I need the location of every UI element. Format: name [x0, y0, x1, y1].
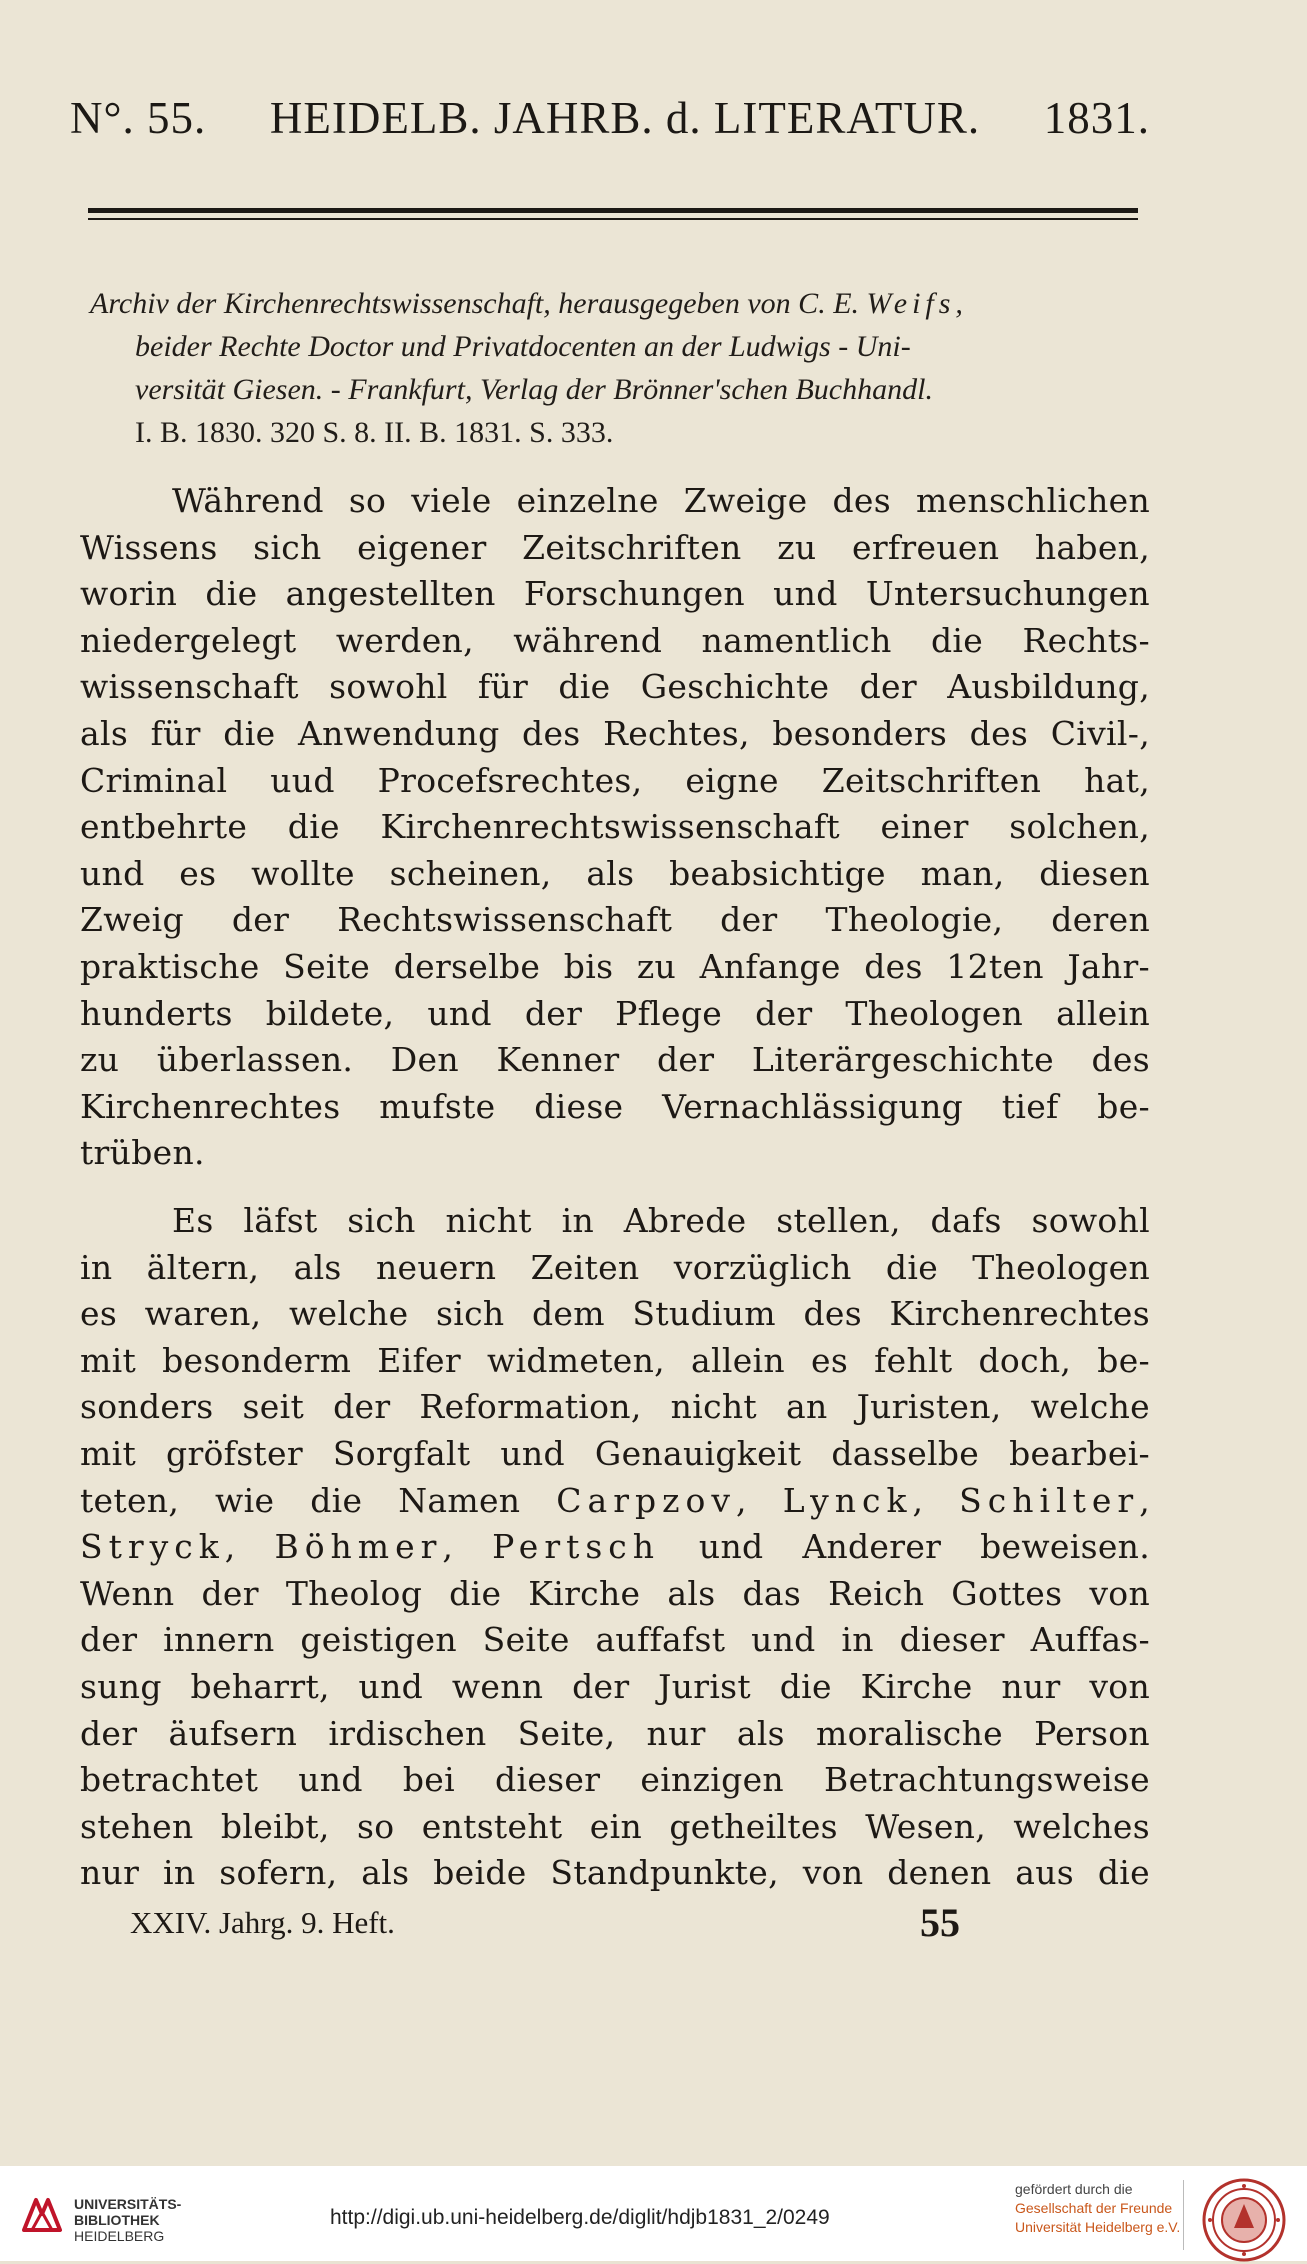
bar-divider [1183, 2180, 1184, 2250]
text-run: , [224, 1527, 275, 1567]
text-line: betrachtet und bei dieser einzigen Betrachtungsweise [80, 1760, 1150, 1800]
text-line: mit gröfster Sorgfalt und Genauigkeit dasselbe bearbei- [80, 1433, 1150, 1473]
text-line: niedergelegt werden, während namentlich die Rechts- [80, 620, 1150, 660]
ub-heidelberg-logo-icon[interactable] [18, 2190, 66, 2238]
text-run: , [736, 1480, 783, 1520]
library-name [74, 2196, 181, 2244]
citation-text: , [955, 287, 963, 320]
person-name: Böhmer [274, 1527, 443, 1567]
text-line: es waren, welche sich dem Studium des Kirchenrechtes [80, 1294, 1150, 1334]
text-line: mit besonderm Eifer widmeten, allein es fehlt doch, be- [80, 1340, 1150, 1380]
library-name-line: HEIDELBERG [74, 2228, 165, 2244]
text-run: , [912, 1480, 960, 1520]
permalink-url[interactable]: http://digi.ub.uni-heidelberg.de/diglit/hdjb1831_2/0249 [330, 2206, 830, 2229]
text-line: praktische Seite derselbe bis zu Anfange des 12ten Jahr- [80, 946, 1150, 986]
digitization-bar [0, 2166, 1307, 2261]
library-name-line: BIBLIOTHEK [74, 2212, 160, 2228]
text-line: zu überlassen. Den Kenner der Literärgeschichte des [80, 1040, 1150, 1080]
text-line: sung beharrt, und wenn der Jurist die Kirche nur von [80, 1666, 1150, 1706]
person-name: Lynck [782, 1480, 913, 1520]
sponsor-credit [1015, 2180, 1180, 2237]
text-line: Es läfst sich nicht in Abrede stellen, dafs sowohl [172, 1201, 1150, 1240]
citation-line: beider Rechte Doctor und Privatdocenten an der Ludwigs - Uni- [135, 330, 911, 363]
person-name: Pertsch [492, 1527, 661, 1567]
person-name: Schilter [959, 1480, 1140, 1520]
text-line: stehen bleibt, so entsteht ein getheiltes Wesen, welches [80, 1806, 1150, 1846]
citation-text: Archiv der Kirchenrechtswissenschaft, herausgegeben von C. E. [90, 287, 867, 320]
text-line: nur in sofern, als beide Standpunkte, von denen aus die [80, 1853, 1150, 1893]
page-number: 55 [920, 1900, 960, 1945]
text-line: Criminal uud Procefsrechtes, eigne Zeitschriften hat, [80, 760, 1150, 800]
text-line: hunderts bildete, und der Pflege der Theologen allein [80, 993, 1150, 1033]
journal-title: HEIDELB. JAHRB. d. LITERATUR. [269, 93, 981, 143]
text-run: , [1139, 1480, 1150, 1520]
journal-year: 1831. [1043, 93, 1150, 143]
text-run: , [442, 1527, 493, 1567]
text-line [80, 1524, 1150, 1571]
person-name: Carpzov [556, 1480, 737, 1520]
text-line: der innern geistigen Seite auffafst und in dieser Auffas- [80, 1620, 1150, 1660]
header-rule-thin [88, 218, 1138, 220]
text-line: sonders seit der Reformation, nicht an Juristen, welche [80, 1387, 1150, 1427]
text-line: Wenn der Theolog die Kirche als das Reich Gottes von [80, 1573, 1150, 1613]
text-line: wissenschaft sowohl für die Geschichte der Ausbildung, [80, 667, 1150, 707]
citation-line: I. B. 1830. 320 S. 8. II. B. 1831. S. 333. [135, 416, 614, 449]
citation-author: Weifs [866, 287, 956, 320]
text-line: entbehrte die Kirchenrechtswissenschaft einer solchen, [80, 807, 1150, 847]
text-line: Kirchenrechtes mufste diese Vernachlässigung tief be- [80, 1086, 1150, 1126]
library-name-line: UNIVERSITÄTS- [74, 2196, 182, 2212]
citation-line: versität Giesen. - Frankfurt, Verlag der Brönner'schen Buchhandl. [135, 373, 933, 406]
sponsor-name[interactable]: Universität Heidelberg e.V. [1015, 2219, 1181, 2235]
paragraph-2 [80, 1198, 1150, 1897]
sponsor-name[interactable]: Gesellschaft der Freunde [1015, 2200, 1173, 2216]
university-seal-icon [1200, 2176, 1288, 2264]
running-header [70, 92, 1150, 144]
text-line [80, 1478, 1150, 1525]
citation-line [90, 282, 1135, 325]
issue-number: N°. 55. [70, 93, 207, 143]
text-line: worin die angestellten Forschungen und Untersuchungen [80, 574, 1150, 614]
text-line: der äufsern irdischen Seite, nur als moralische Person [80, 1713, 1150, 1753]
text-run: und Anderer beweisen. [660, 1527, 1150, 1567]
text-line: Zweig der Rechtswissenschaft der Theologie, deren [80, 900, 1150, 940]
text-line: als für die Anwendung des Rechtes, besonders des Civil-, [80, 713, 1150, 753]
person-name: Stryck [80, 1527, 225, 1567]
text-line: Wissens sich eigener Zeitschriften zu erfreuen haben, [80, 527, 1150, 567]
review-citation [90, 282, 1135, 454]
sponsor-caption: gefördert durch die [1015, 2181, 1133, 2197]
text-line: in ältern, als neuern Zeiten vorzüglich die Theologen [80, 1247, 1150, 1287]
paragraph-1 [80, 478, 1150, 1177]
text-line: und es wollte scheinen, als beabsichtige man, diesen [80, 853, 1150, 893]
text-line: Während so viele einzelne Zweige des menschlichen [172, 481, 1150, 520]
signature-mark: XXIV. Jahrg. 9. Heft. [130, 1905, 395, 1940]
text-run: teten, wie die Namen [80, 1480, 557, 1520]
header-rule-thick [88, 208, 1138, 213]
text-line: trüben. [80, 1133, 205, 1173]
